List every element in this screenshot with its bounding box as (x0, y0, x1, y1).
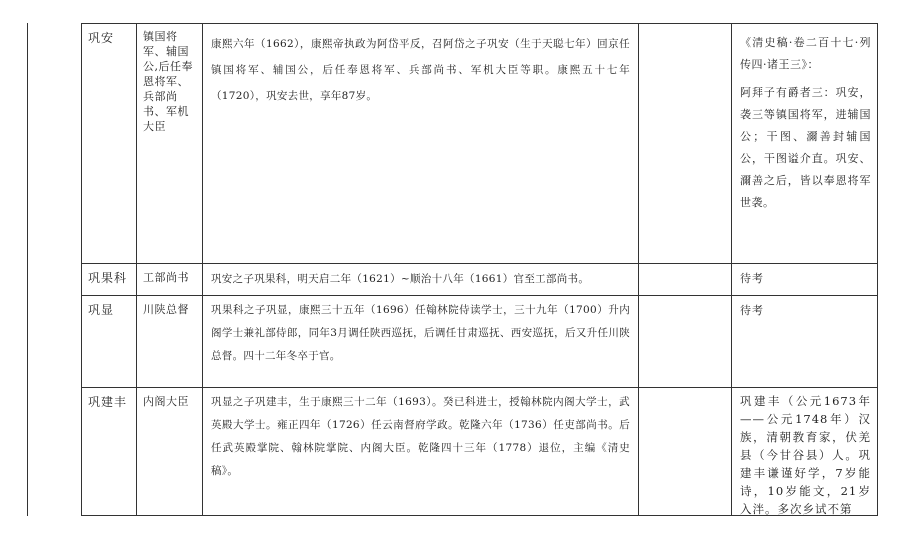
source-cell (732, 264, 877, 295)
table-row (82, 24, 136, 263)
source-cell (732, 388, 877, 515)
biography-cell (203, 388, 638, 515)
source-cell (732, 296, 877, 387)
source-citation: 《清史稿·卷二百十七·列传四·诸王三》： (740, 36, 871, 71)
biography-text: 巩果科之子巩显，康熙三十五年（1696）任翰林院侍读学士，三十九年（1700）升内阁学士兼礼部侍郎，同年3月调任陕西巡抚，后调任甘肃巡抚、西安巡抚，后又升任川陕总督。四十二年冬卒于官。 (211, 304, 630, 362)
person-name: 巩建丰 (88, 395, 128, 409)
official-title: 川陕总督 (143, 303, 189, 316)
table-row (82, 296, 136, 387)
official-title-cell (137, 264, 202, 295)
official-title-cell (137, 24, 202, 263)
official-title: 工部尚书 (143, 271, 189, 284)
person-name: 巩显 (88, 303, 115, 317)
table-border-left (27, 23, 28, 516)
person-name: 巩果科 (88, 271, 128, 285)
biography-cell (203, 296, 638, 387)
table-border-bottom (81, 515, 878, 516)
source-quote: 阿拜子有爵者三：巩安，袭三等镇国将军，进辅国公；干图、濔善封辅国公，干图谥介直。巩安、濔善之后，皆以奉恩将军世袭。 (740, 86, 871, 209)
table-row (82, 388, 136, 515)
biography-text: 巩显之子巩建丰，生于康熙三十二年（1693）。癸已科进士，授翰林院内阁大学士，武英殿大学士。雍正四年（1726）任云南督府学政。乾隆六年（1736）任吏部尚书。后任武英殿掌院、翰林院掌院、内阁大臣。乾隆四十三年（1778）退位，主编《清史稿》。 (211, 396, 630, 477)
source-cell (732, 24, 877, 263)
source-text: 待考 (740, 304, 764, 317)
official-title: 内阁大臣 (143, 395, 189, 408)
person-name: 巩安 (88, 31, 115, 45)
biography-cell (203, 24, 638, 263)
table-row (82, 264, 136, 295)
biography-text: 巩安之子巩果科，明天启二年（1621）~顺治十八年（1661）官至工部尚书。 (211, 273, 590, 285)
official-title: 镇国将军、辅国公,后任奉恩将军、兵部尚书、军机大臣 (143, 30, 193, 133)
source-text: 巩建丰（公元1673年——公元1748年）汉族，清朝教育家，伏羌县（今甘谷县）人。巩建丰谦谨好学，7岁能诗，10岁能文，21岁入泮。多次乡试不第 (740, 394, 871, 515)
table-border-right (877, 23, 878, 516)
official-title-cell (137, 296, 202, 387)
source-text: 待考 (740, 272, 764, 285)
biography-cell (203, 264, 638, 295)
genealogy-table (27, 23, 878, 516)
biography-text: 康熙六年（1662），康熙帝执政为阿岱平反，召阿岱之子巩安（生于天聪七年）回京任镇国将军、辅国公，后任奉恩将军、兵部尚书、军机大臣等职。康熙五十七年（1720），巩安去世，享年87岁。 (211, 38, 630, 102)
official-title-cell (137, 388, 202, 515)
column-divider (638, 23, 639, 516)
